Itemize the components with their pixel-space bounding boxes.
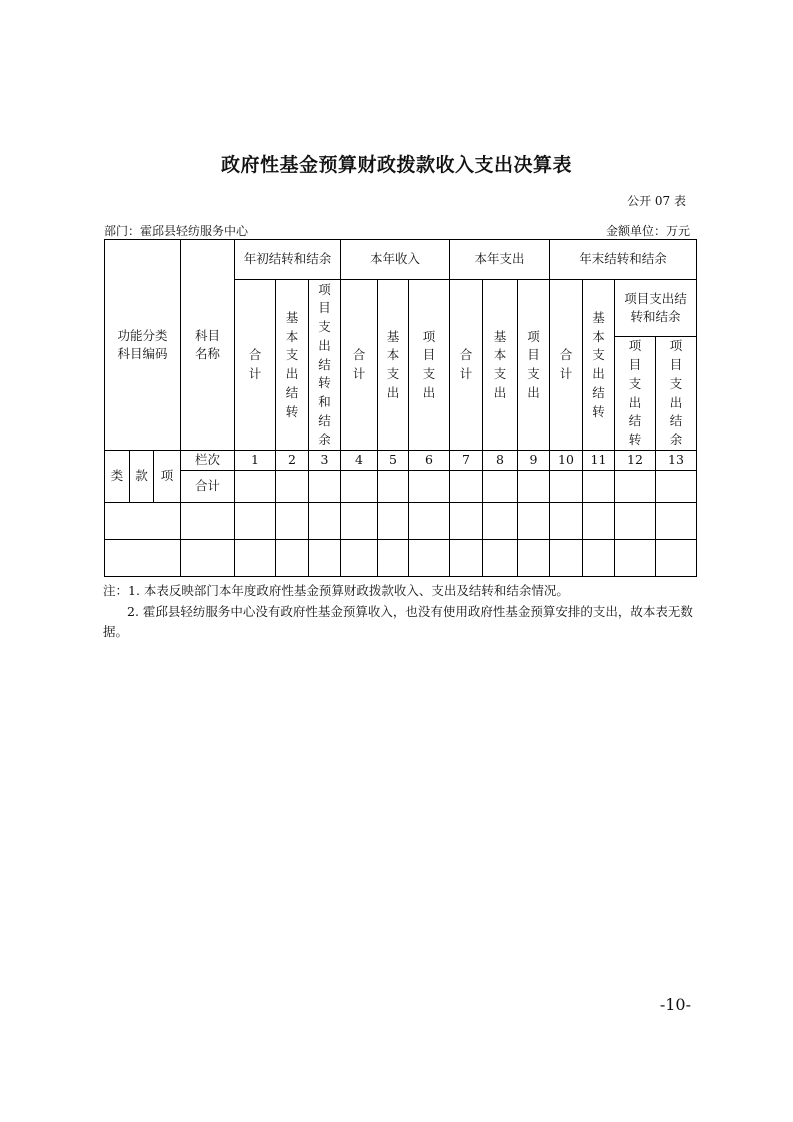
kuan-header: 款 <box>130 451 154 503</box>
end-project-group-header: 项目支出结转和结余 <box>615 280 697 337</box>
table-cell <box>309 503 341 540</box>
department-label: 部门：霍邱县轻纺服务中心 <box>104 224 249 238</box>
table-cell <box>181 503 235 540</box>
table-cell <box>378 503 409 540</box>
column-number: 11 <box>583 451 615 471</box>
unit-label: 金额单位：万元 <box>605 224 690 238</box>
table-cell <box>276 503 309 540</box>
column-number: 7 <box>450 451 483 471</box>
budget-table <box>104 239 697 577</box>
column-number: 3 <box>309 451 341 471</box>
table-row <box>105 503 697 540</box>
note-line-1: 注：1. 本表反映部门本年度政府性基金预算财政拨款收入、支出及结转和结余情况。 <box>103 583 569 598</box>
table-cell <box>341 540 378 577</box>
column-number: 5 <box>378 451 409 471</box>
table-cell <box>518 503 550 540</box>
income-group-header: 本年收入 <box>341 240 450 280</box>
table-cell <box>518 471 550 503</box>
column-number: 2 <box>276 451 309 471</box>
table-cell <box>341 503 378 540</box>
income-project-header: 项目支出 <box>409 280 450 451</box>
table-cell <box>409 540 450 577</box>
column-number: 6 <box>409 451 450 471</box>
table-cell <box>276 471 309 503</box>
lanci-label: 栏次 <box>181 451 235 471</box>
table-cell <box>341 471 378 503</box>
notes <box>103 581 698 643</box>
table-cell <box>483 471 518 503</box>
column-number: 1 <box>235 451 276 471</box>
column-number: 8 <box>483 451 518 471</box>
table-cell <box>409 503 450 540</box>
table-cell <box>583 540 615 577</box>
table-cell <box>105 540 181 577</box>
heji-label: 合计 <box>181 471 235 503</box>
table-row <box>105 540 697 577</box>
table-cell <box>518 540 550 577</box>
table-cell <box>615 503 656 540</box>
table-cell <box>450 471 483 503</box>
table-cell <box>181 540 235 577</box>
start-project-carry-header: 项目支出结转和结余 <box>309 280 341 451</box>
income-total-header: 合计 <box>341 280 378 451</box>
table-cell <box>583 471 615 503</box>
table-cell <box>409 471 450 503</box>
end-project-balance-header: 项目支出结余 <box>656 337 697 451</box>
table-cell <box>378 540 409 577</box>
table-cell <box>235 471 276 503</box>
end-total-header: 合计 <box>550 280 583 451</box>
form-code: 公开 07 表 <box>627 194 686 208</box>
column-number: 13 <box>656 451 697 471</box>
income-basic-header: 基本支出 <box>378 280 409 451</box>
table-cell <box>235 540 276 577</box>
column-number: 4 <box>341 451 378 471</box>
table-cell <box>276 540 309 577</box>
table-cell <box>450 503 483 540</box>
xiang-header: 项 <box>154 451 181 503</box>
start-basic-carry-header: 基本支出结转 <box>276 280 309 451</box>
table-cell <box>656 540 697 577</box>
table-row <box>105 471 697 503</box>
note-line-2: 2. 霍邱县轻纺服务中心没有政府性基金预算收入，也没有使用政府性基金预算安排的支出，故本表无数据。 <box>103 603 693 640</box>
column-number: 12 <box>615 451 656 471</box>
table-cell <box>309 471 341 503</box>
table-cell <box>656 503 697 540</box>
page-number: -10- <box>659 995 691 1014</box>
meta-row <box>104 222 694 239</box>
table-cell <box>550 503 583 540</box>
table-cell <box>615 471 656 503</box>
table-cell <box>483 503 518 540</box>
column-number: 10 <box>550 451 583 471</box>
table-cell <box>656 471 697 503</box>
start-group-header: 年初结转和结余 <box>235 240 341 280</box>
table-cell <box>235 503 276 540</box>
table-cell <box>450 540 483 577</box>
expense-basic-header: 基本支出 <box>483 280 518 451</box>
subject-name-header: 科目名称 <box>181 240 235 451</box>
table-cell <box>309 540 341 577</box>
table-cell <box>105 503 181 540</box>
expense-group-header: 本年支出 <box>450 240 550 280</box>
end-basic-carry-header: 基本支出结转 <box>583 280 615 451</box>
column-number: 9 <box>518 451 550 471</box>
lei-header: 类 <box>105 451 130 503</box>
table-cell <box>483 540 518 577</box>
table-cell <box>378 471 409 503</box>
table-cell <box>550 540 583 577</box>
table-cell <box>615 540 656 577</box>
table-cell <box>550 471 583 503</box>
end-group-header: 年末结转和结余 <box>550 240 697 280</box>
func-code-header: 功能分类科目编码 <box>105 240 181 451</box>
page-title: 政府性基金预算财政拨款收入支出决算表 <box>220 154 572 176</box>
expense-project-header: 项目支出 <box>518 280 550 451</box>
expense-total-header: 合计 <box>450 280 483 451</box>
table-cell <box>583 503 615 540</box>
start-total-header: 合计 <box>235 280 276 451</box>
end-project-carry-header: 项目支出结转 <box>615 337 656 451</box>
